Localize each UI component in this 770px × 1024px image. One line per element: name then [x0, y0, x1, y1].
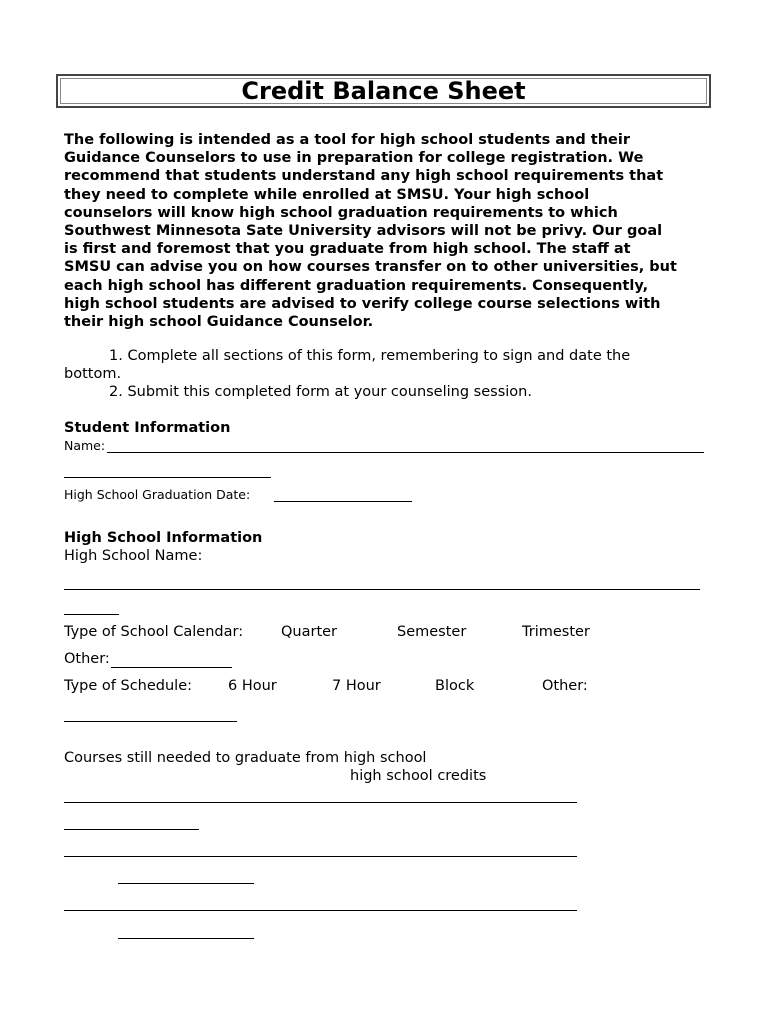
- high-school-name-label: High School Name:: [64, 548, 203, 564]
- high-school-name-field-line[interactable]: [64, 589, 700, 590]
- course-field-line[interactable]: [64, 856, 577, 857]
- intro-line: is first and foremost that you graduate from high school. The staff at: [64, 241, 631, 258]
- credits-column-label: high school credits: [350, 768, 487, 784]
- intro-line: their high school Guidance Counselor.: [64, 314, 374, 331]
- intro-paragraph: [64, 131, 709, 331]
- schedule-option-6-hour[interactable]: 6 Hour: [228, 678, 277, 694]
- course-field-line[interactable]: [64, 910, 577, 911]
- intro-line: each high school has different graduation requirements. Consequently,: [64, 277, 649, 294]
- step-1: 1. Complete all sections of this form, remembering to sign and date the: [109, 348, 631, 364]
- schedule-type-label: Type of Schedule:: [64, 678, 193, 694]
- schedule-option-7-hour[interactable]: 7 Hour: [332, 678, 381, 694]
- step-1-continued: bottom.: [64, 366, 122, 382]
- name-field-line-continued[interactable]: [64, 477, 271, 478]
- high-school-name-field-line-continued[interactable]: [64, 614, 119, 615]
- intro-line: counselors will know high school graduation requirements to which: [64, 204, 618, 221]
- intro-line: Guidance Counselors to use in preparation for college registration. We: [64, 150, 644, 167]
- calendar-option-semester[interactable]: Semester: [397, 624, 467, 640]
- calendar-other-field-line[interactable]: [111, 667, 232, 668]
- calendar-option-trimester[interactable]: Trimester: [522, 624, 590, 640]
- page-title: Credit Balance Sheet: [241, 77, 526, 105]
- title-box: [56, 74, 711, 108]
- course-field-line[interactable]: [64, 802, 577, 803]
- intro-line: Southwest Minnesota Sate University advisors will not be privy. Our goal: [64, 223, 663, 240]
- credits-field-line[interactable]: [118, 938, 254, 939]
- title-inner-frame: [60, 78, 707, 104]
- calendar-type-label: Type of School Calendar:: [64, 624, 244, 640]
- name-label: Name:: [64, 438, 106, 453]
- credits-field-line[interactable]: [64, 829, 199, 830]
- intro-line: recommend that students understand any high school requirements that: [64, 168, 664, 185]
- intro-line: The following is intended as a tool for high school students and their: [64, 132, 631, 148]
- courses-needed-heading: Courses still needed to graduate from high school: [64, 750, 427, 766]
- high-school-info-heading: High School Information: [64, 530, 263, 546]
- step-2: 2. Submit this completed form at your counseling session.: [109, 384, 532, 400]
- intro-line: SMSU can advise you on how courses transfer on to other universities, but: [64, 259, 677, 276]
- grad-date-label: High School Graduation Date:: [64, 487, 251, 502]
- name-field-line[interactable]: [107, 452, 704, 453]
- grad-date-field-line[interactable]: [274, 501, 412, 502]
- schedule-option-other[interactable]: Other:: [542, 678, 588, 694]
- student-info-heading: Student Information: [64, 420, 231, 436]
- calendar-other-label: Other:: [64, 651, 110, 667]
- instruction-steps: [64, 347, 709, 401]
- calendar-option-quarter[interactable]: Quarter: [281, 624, 338, 640]
- credits-field-line[interactable]: [118, 883, 254, 884]
- intro-line: high school students are advised to verify college course selections with: [64, 295, 661, 312]
- intro-line: they need to complete while enrolled at SMSU. Your high school: [64, 186, 590, 203]
- schedule-other-field-line[interactable]: [64, 721, 237, 722]
- schedule-option-block[interactable]: Block: [435, 678, 475, 694]
